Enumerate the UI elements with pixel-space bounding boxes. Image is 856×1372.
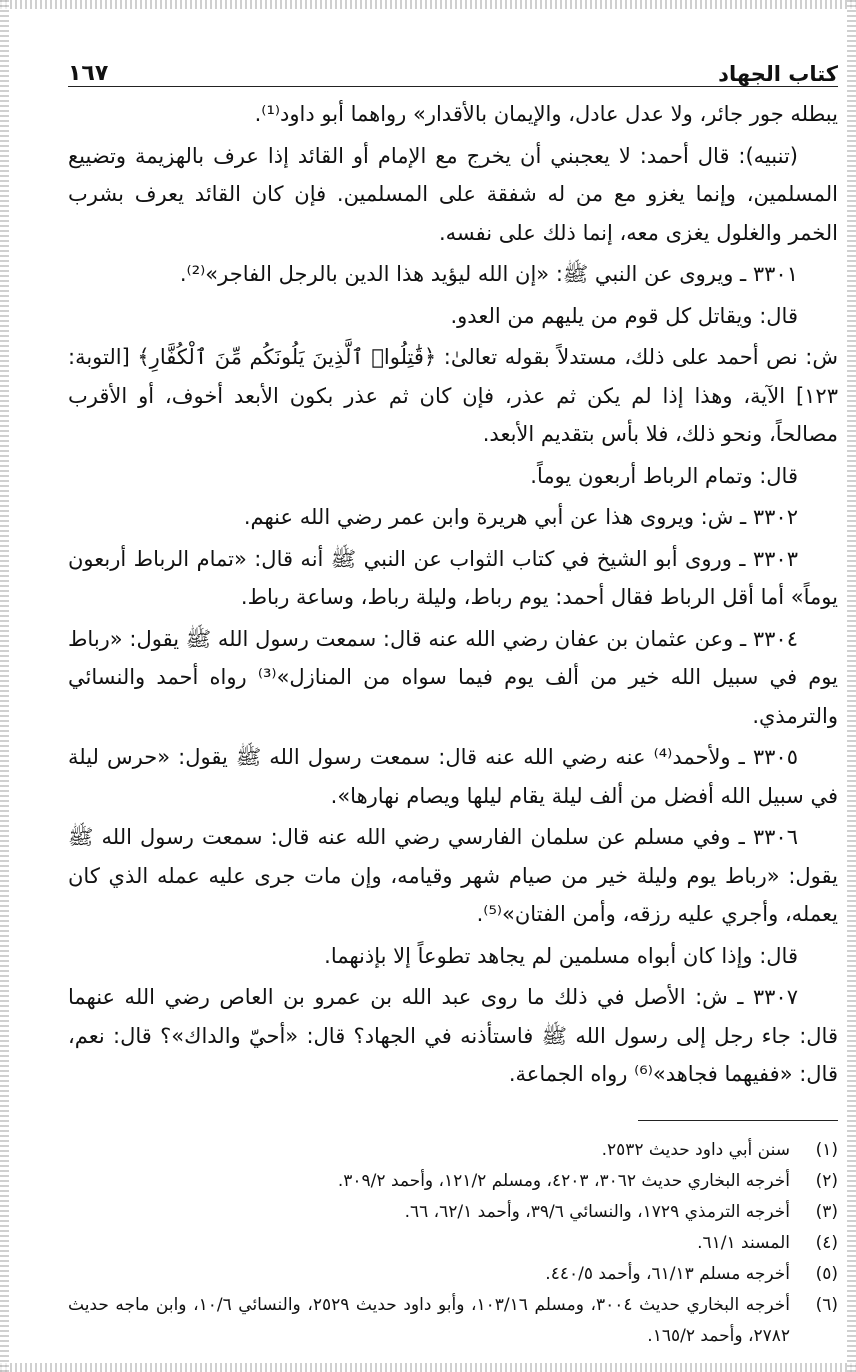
page-border-left xyxy=(0,0,9,1372)
footnote xyxy=(68,1290,838,1352)
footnotes xyxy=(68,1135,838,1352)
footnote-text: أخرجه البخاري حديث ٣٠٠٤، ومسلم ١٠٣/١٦، وأبو داود حديث ٢٥٢٩، والنسائي ١٠/٦، وابن ماجه حديث ٢٧٨٢، وأحمد ١٦٥/٢. xyxy=(68,1294,791,1346)
footnote-text: المسند ٦١/١. xyxy=(697,1232,790,1253)
paragraph: قال: وإذا كان أبواه مسلمين لم يجاهد تطوعاً إلا بإذنهما. xyxy=(324,943,798,968)
footnote-text: أخرجه مسلم ٦١/١٣، وأحمد ٤٤٠/٥. xyxy=(545,1263,790,1284)
paragraph: ٣٣٠٧ ـ ش: الأصل في ذلك ما روى عبد الله بن عمرو بن العاص رضي الله عنهما قال: جاء رجل إلى رسول الله ﷺ فاستأذنه في الجهاد؟ قال: «أحيّ والداك»؟ قال: نعم، قال: «ففيهما فجاهد»⁽⁶⁾ رواه الجماعة. xyxy=(68,985,838,1086)
footnote-separator xyxy=(638,1120,838,1121)
footnote xyxy=(68,1135,838,1166)
footnote-text: أخرجه الترمذي ١٧٢٩، والنسائي ٣٩/٦، وأحمد ٦٢/١، ٦٦. xyxy=(404,1201,790,1222)
paragraph: ٣٣٠٥ ـ ولأحمد⁽⁴⁾ عنه رضي الله عنه قال: سمعت رسول الله ﷺ يقول: «حرس ليلة في سبيل الله أفضل من ألف ليلة يقام ليلها ويصام نهارها». xyxy=(68,745,838,808)
footnote-number: (٥) xyxy=(815,1263,838,1284)
footnote-number: (٤) xyxy=(815,1232,838,1253)
paragraph: ٣٣٠٤ ـ وعن عثمان بن عفان رضي الله عنه قال: سمعت رسول الله ﷺ يقول: «رباط يوم في سبيل الله خير من ألف يوم فيما سواه من المنازل»⁽³⁾ رواه أحمد والنسائي والترمذي. xyxy=(68,626,838,728)
footnote-number: (٢) xyxy=(815,1170,838,1191)
paragraph: ٣٣٠٦ ـ وفي مسلم عن سلمان الفارسي رضي الله عنه قال: سمعت رسول الله ﷺ يقول: «رباط يوم وليلة خير من صيام شهر وقيامه، وإن مات جرى عليه عمله الذي كان يعمله، وأجري عليه رزقه، وأمن الفتان»⁽⁵⁾. xyxy=(68,825,838,926)
chapter-title: كتاب الجهاد xyxy=(718,62,838,86)
main-text xyxy=(68,95,838,1094)
page-number: ١٦٧ xyxy=(68,61,109,86)
page-border-right xyxy=(847,0,856,1372)
footnote-number: (٦) xyxy=(815,1294,838,1315)
paragraph: يبطله جور جائر، ولا عدل عادل، والإيمان بالأقدار» رواهما أبو داود⁽¹⁾. xyxy=(254,102,838,126)
paragraph: قال: وتمام الرباط أربعون يوماً. xyxy=(530,463,798,488)
running-header xyxy=(68,48,838,87)
book-page xyxy=(68,48,838,1352)
page-border-bottom xyxy=(0,1363,856,1372)
page-border-top xyxy=(0,0,856,9)
paragraph: ٣٣٠١ ـ ويروى عن النبي ﷺ: «إن الله ليؤيد هذا الدين بالرجل الفاجر»⁽²⁾. xyxy=(179,262,798,286)
paragraph: ٣٣٠٢ ـ ش: ويروى هذا عن أبي هريرة وابن عمر رضي الله عنهم. xyxy=(243,505,798,529)
footnote xyxy=(68,1259,838,1290)
footnote xyxy=(68,1228,838,1259)
footnote xyxy=(68,1166,838,1197)
paragraph: ش: نص أحمد على ذلك، مستدلاً بقوله تعالىٰ: ﴿قَٰتِلُوا۟ ٱلَّذِينَ يَلُونَكُم مِّنَ ٱلْكُفَّارِ﴾ [التوبة: ١٢٣] الآية، وهذا إذا لم يكن ثم عذر، فإن كان ثم عذر بكون الأبعد أخوف، أو الأقرب مصالحاً، ونحو ذلك، فلا بأس بتقديم الأبعد. xyxy=(68,345,838,446)
paragraph: ٣٣٠٣ ـ وروى أبو الشيخ في كتاب الثواب عن النبي ﷺ أنه قال: «تمام الرباط أربعون يوماً» أما أقل الرباط فقال أحمد: يوم رباط، وليلة رباط، وساعة رباط. xyxy=(68,546,838,609)
footnote-text: أخرجه البخاري حديث ٣٠٦٢، ٤٢٠٣، ومسلم ١٢١/٢، وأحمد ٣٠٩/٢. xyxy=(337,1170,790,1191)
footnote-text: سنن أبي داود حديث ٢٥٣٢. xyxy=(601,1139,790,1160)
paragraph: قال: ويقاتل كل قوم من يليهم من العدو. xyxy=(450,303,798,328)
footnote-number: (٣) xyxy=(815,1201,838,1222)
footnote-number: (١) xyxy=(815,1139,838,1160)
footnote xyxy=(68,1197,838,1228)
paragraph: (تنبيه): قال أحمد: لا يعجبني أن يخرج مع الإمام أو القائد إذا عرف بالهزيمة وتضييع المسلمين، وإنما يغزو مع من له شفقة على المسلمين. فإن كان القائد يعرف بشرب الخمر والغلول يغزى معه، إنما ذلك على نفسه. xyxy=(68,143,838,245)
